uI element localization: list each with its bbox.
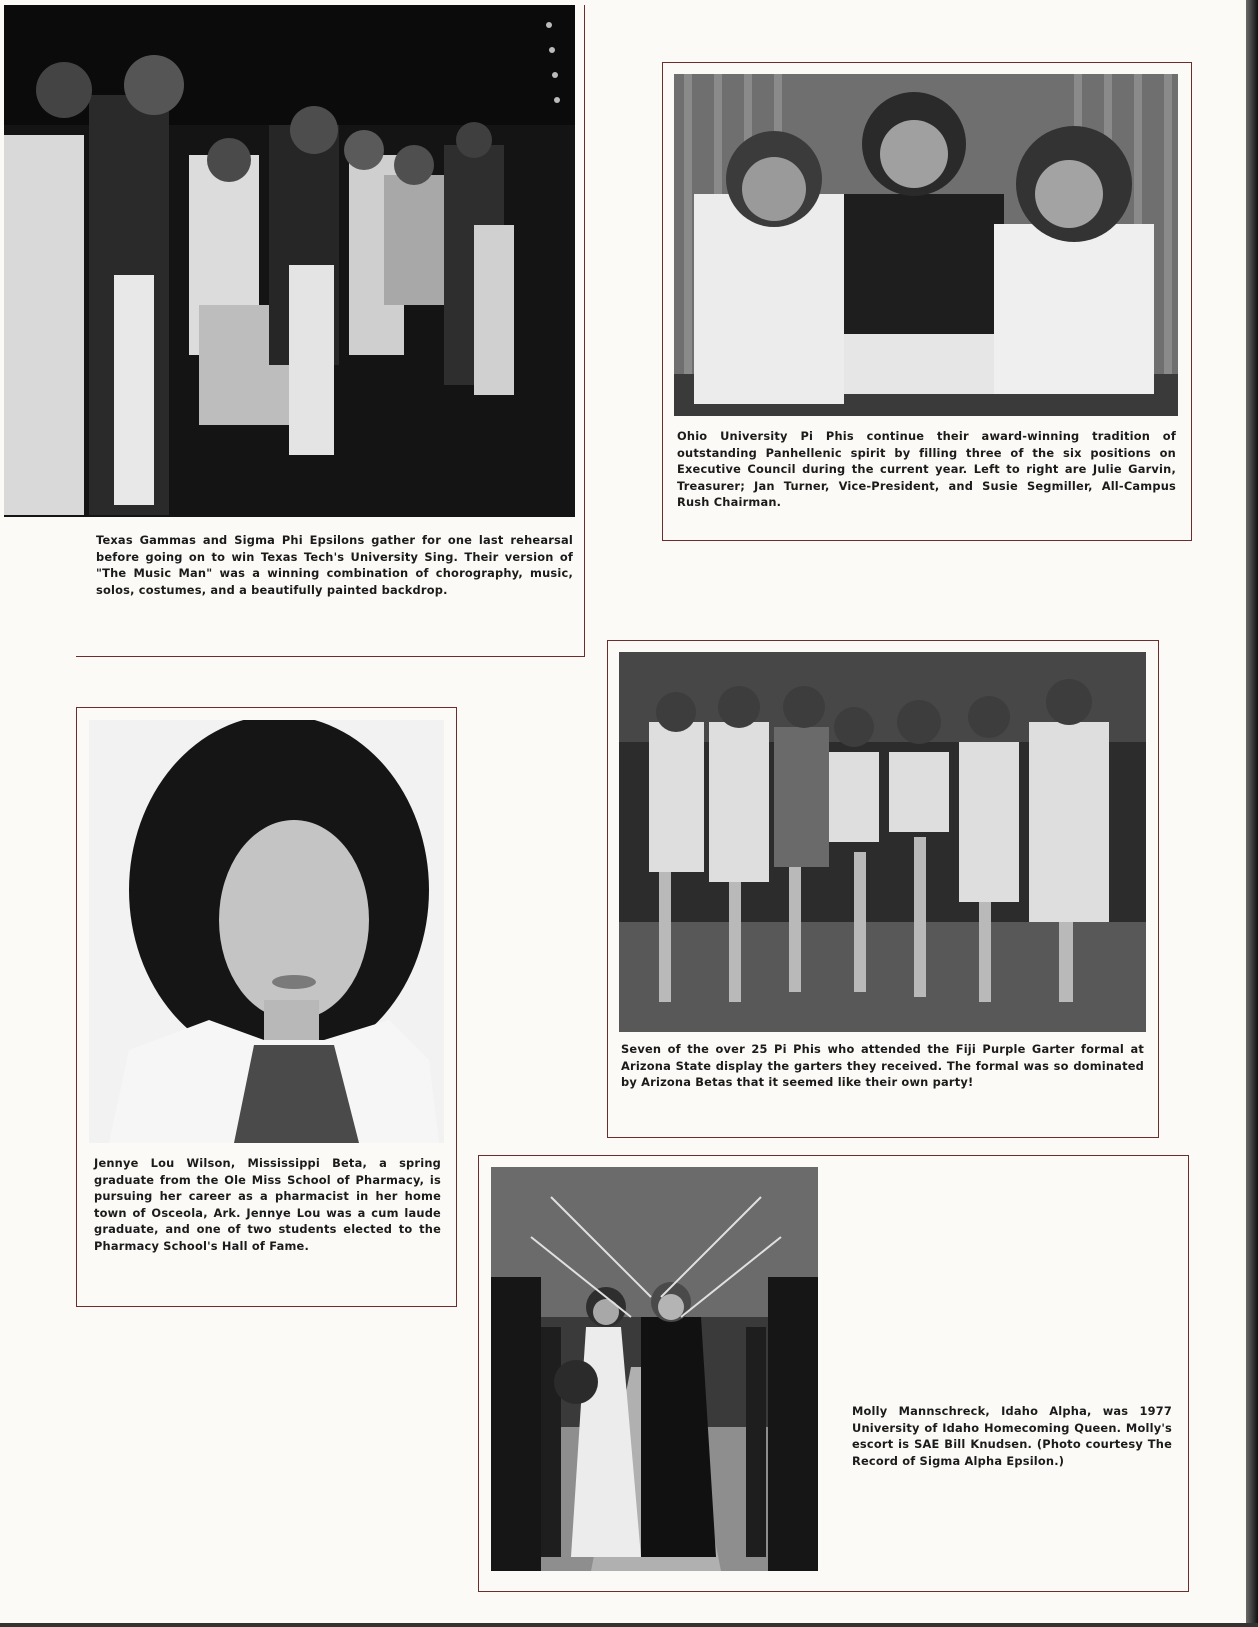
page-bottom-edge <box>0 1623 1258 1627</box>
page-edge-shadow <box>1246 0 1258 1627</box>
texas-photo <box>4 5 575 517</box>
molly-caption: Molly Mannschreck, Idaho Alpha, was 1977 University of Idaho Homecoming Queen. Molly's escort is SAE Bill Knudsen. (Photo courtesy The Record of Sigma Alpha Epsilon.) <box>852 1404 1172 1468</box>
ohio-photo <box>674 74 1178 416</box>
jennye-photo <box>89 720 444 1143</box>
texas-caption: Texas Gammas and Sigma Phi Epsilons gather for one last rehearsal before going on to win Texas Tech's University Sing. Their version of "The Music Man" was a winning combination of chorography, music, solos, costumes, and a beautifully painted backdrop. <box>96 533 573 597</box>
jennye-caption: Jennye Lou Wilson, Mississippi Beta, a spring graduate from the Ole Miss School of Pharmacy, is pursuing her career as a pharmacist in her home town of Osceola, Ark. Jennye Lou was a cum laude graduate, and one of two students elected to the Pharmacy School's Hall of Fame. <box>94 1156 441 1253</box>
ohio-caption: Ohio University Pi Phis continue their award-winning tradition of outstanding Panhellenic spirit by filling three of the six positions on Executive Council during the current year. Left to right are Julie Garvin, Treasurer; Jan Turner, Vice-President, and Susie Segmiller, All-Campus Rush Chairman. <box>677 429 1176 510</box>
molly-photo <box>491 1167 818 1571</box>
arizona-photo <box>619 652 1146 1032</box>
arizona-caption: Seven of the over 25 Pi Phis who attended the Fiji Purple Garter formal at Arizona State display the garters they received. The formal was so dominated by Arizona Betas that it seemed like their own party! <box>621 1042 1144 1090</box>
